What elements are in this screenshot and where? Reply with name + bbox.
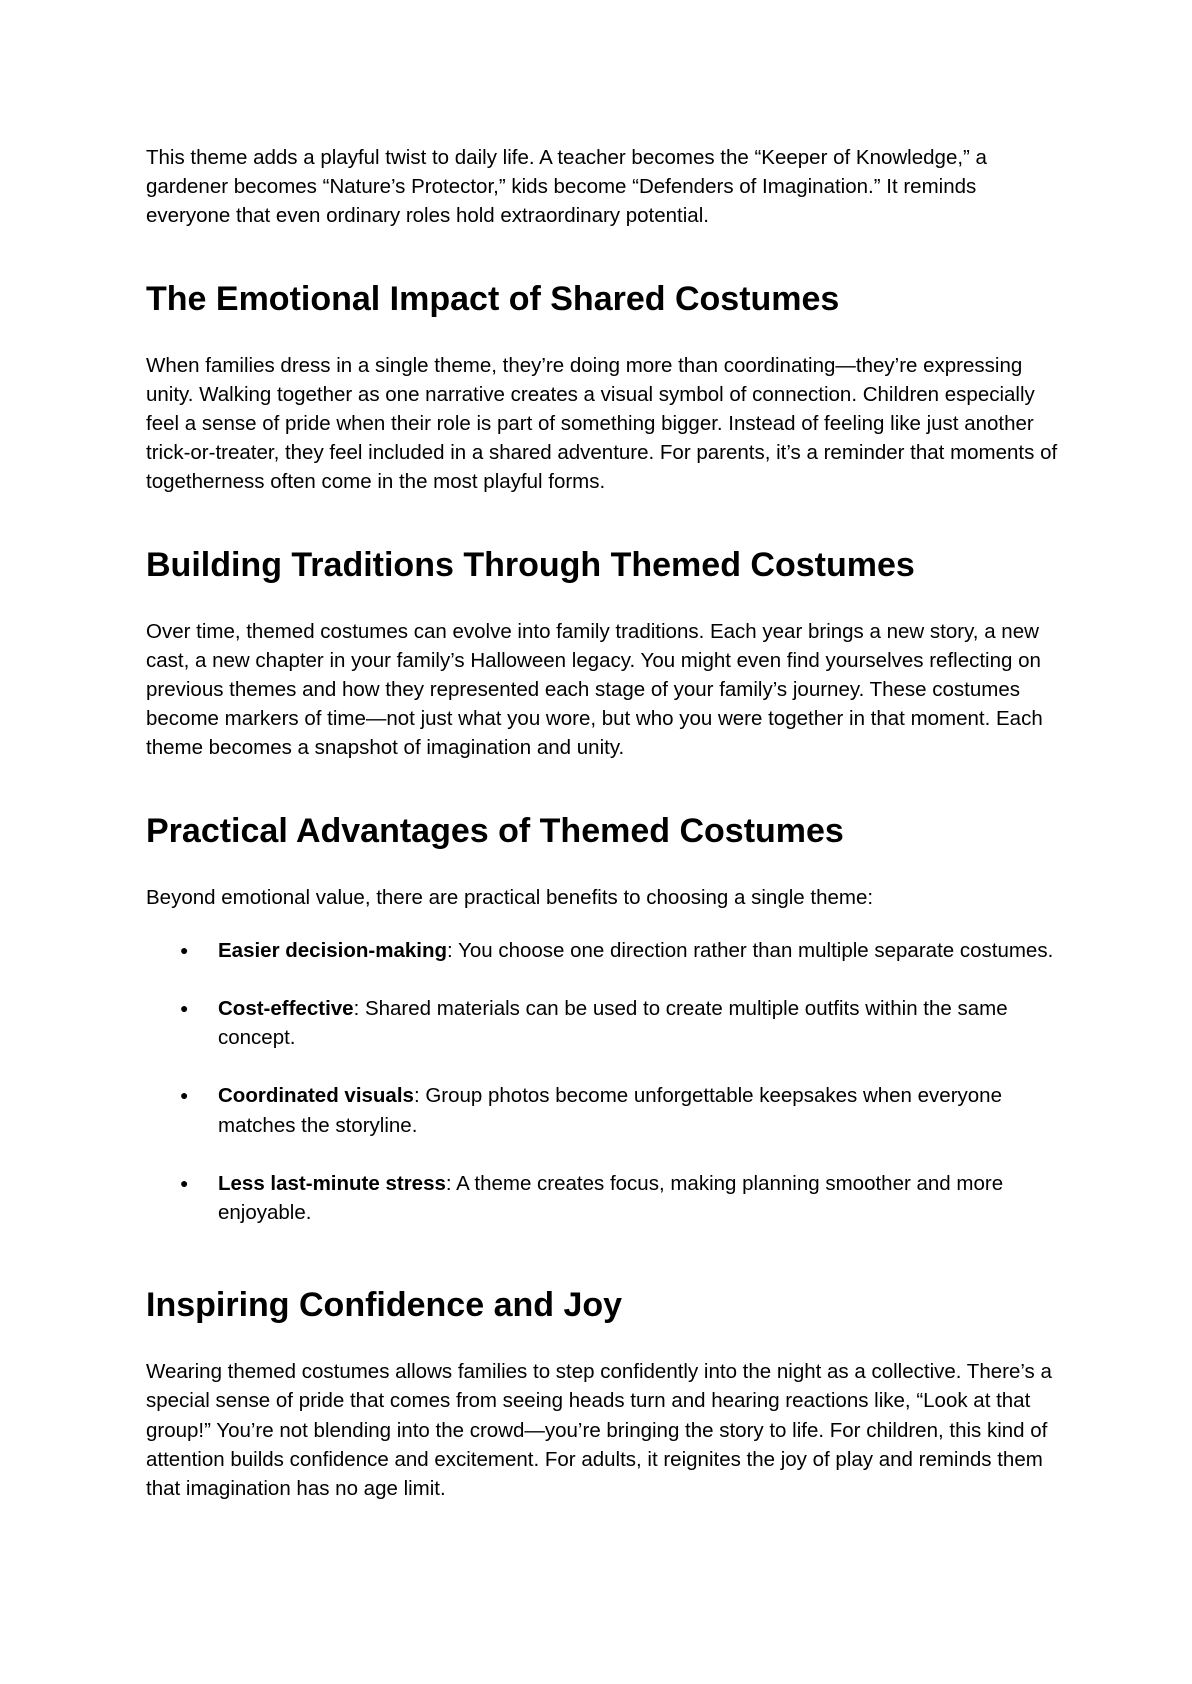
paragraph-building-traditions: Over time, themed costumes can evolve into family traditions. Each year brings a new story, a new cast, a new chapter in your family’s Halloween legacy. You might even find yourselves reflecting on previous themes and how they represented each stage of your family’s journey. These costumes become markers of time—not just what you wore, but who you were together in that moment. Each theme becomes a snapshot of imagination and unity. bbox=[146, 619, 1043, 760]
list-item-term: Cost-effective bbox=[218, 997, 354, 1021]
heading-inspiring-confidence: Inspiring Confidence and Joy bbox=[146, 1286, 623, 1325]
bullet-icon: ● bbox=[180, 1174, 189, 1191]
list-item bbox=[146, 1169, 1066, 1227]
heading-practical-advantages: Practical Advantages of Themed Costumes bbox=[146, 811, 844, 850]
list-item-text: : A theme creates focus, making planning smoother and more enjoyable. bbox=[218, 1171, 1004, 1225]
list-item bbox=[146, 936, 1066, 965]
heading-building-traditions: Building Traditions Through Themed Costumes bbox=[146, 545, 915, 584]
heading-emotional-impact: The Emotional Impact of Shared Costumes bbox=[146, 279, 840, 318]
list-item-text: : You choose one direction rather than multiple separate costumes. bbox=[447, 938, 1054, 962]
bullet-icon: ● bbox=[180, 1000, 189, 1017]
list-item-term: Coordinated visuals bbox=[218, 1084, 414, 1108]
list-item-text: : Group photos become unforgettable keepsakes when everyone matches the storyline. bbox=[218, 1084, 1002, 1137]
bullet-icon: ● bbox=[180, 941, 189, 958]
list-item bbox=[146, 1081, 1066, 1139]
list-item bbox=[146, 994, 1066, 1052]
list-item-text: : Shared materials can be used to create multiple outfits within the same concept. bbox=[218, 997, 1008, 1050]
intro-paragraph: This theme adds a playful twist to daily life. A teacher becomes the “Keeper of Knowledge,” a gardener becomes “Nature’s Protector,” kids become “Defenders of Imagination.” It reminds everyone that even ordinary roles hold extraordinary potential. bbox=[146, 146, 987, 228]
document-page bbox=[146, 143, 1066, 1503]
list-item-term: Less last-minute stress bbox=[218, 1171, 446, 1195]
list-item-term: Easier decision-making bbox=[218, 938, 448, 962]
bullet-icon: ● bbox=[180, 1087, 189, 1104]
paragraph-emotional-impact: When families dress in a single theme, they’re doing more than coordinating—they’re expressing unity. Walking together as one narrative creates a visual symbol of connection. Children especially feel a sense of pride when their role is part of something bigger. Instead of feeling like just another trick-or-treater, they feel included in a shared adventure. For parents, it’s a reminder that moments of togetherness often come in the most playful forms. bbox=[146, 353, 1058, 494]
benefits-list bbox=[146, 936, 1066, 1227]
paragraph-inspiring-confidence: Wearing themed costumes allows families to step confidently into the night as a collective. There’s a special sense of pride that comes from seeing heads turn and hearing reactions like, “Look at that group!” You’re not blending into the crowd—you’re bringing the story to life. For children, this kind of attention builds confidence and excitement. For adults, it reignites the joy of play and reminds them that imagination has no age limit. bbox=[146, 1360, 1052, 1501]
paragraph-practical-intro: Beyond emotional value, there are practical benefits to choosing a single theme: bbox=[146, 885, 874, 909]
